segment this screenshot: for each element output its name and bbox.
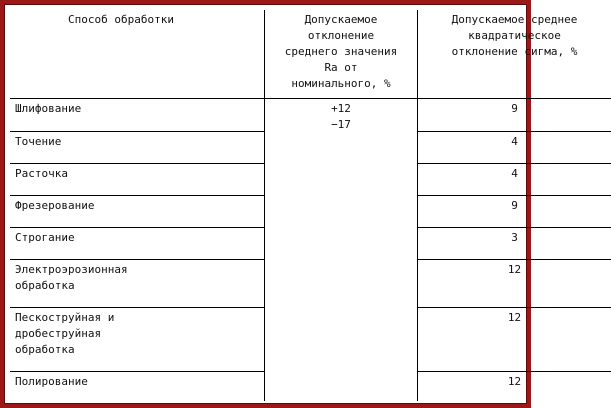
sigma-cell: 9 bbox=[418, 99, 611, 132]
header-method: Способ обработки bbox=[10, 10, 265, 99]
method-cell: Строгание bbox=[10, 228, 265, 260]
deviation-table bbox=[10, 10, 611, 401]
method-cell: Пескоструйная и дробеструйная обработка bbox=[10, 308, 265, 372]
sigma-cell: 3 bbox=[418, 228, 611, 260]
sigma-cell: 4 bbox=[418, 164, 611, 196]
sigma-cell: 12 bbox=[418, 372, 611, 402]
header-ra-deviation: Допускаемое отклонение среднего значения Ra от номинального, % bbox=[265, 10, 418, 99]
method-cell: Электроэрозионная обработка bbox=[10, 260, 265, 308]
sigma-cell: 12 bbox=[418, 308, 611, 372]
method-cell: Полирование bbox=[10, 372, 265, 402]
sigma-cell: 9 bbox=[418, 196, 611, 228]
method-cell: Фрезерование bbox=[10, 196, 265, 228]
table-row bbox=[10, 99, 611, 132]
table-header-row bbox=[10, 10, 611, 99]
header-sigma: Допускаемое среднее квадратическое отклонение сигма, % bbox=[418, 10, 611, 99]
method-cell: Шлифование bbox=[15, 102, 82, 115]
ra-deviation-cell: +12 −17 bbox=[265, 99, 418, 402]
method-cell: Точение bbox=[10, 132, 265, 164]
sigma-cell: 12 bbox=[418, 260, 611, 308]
method-cell: Расточка bbox=[10, 164, 265, 196]
sigma-cell: 4 bbox=[418, 132, 611, 164]
